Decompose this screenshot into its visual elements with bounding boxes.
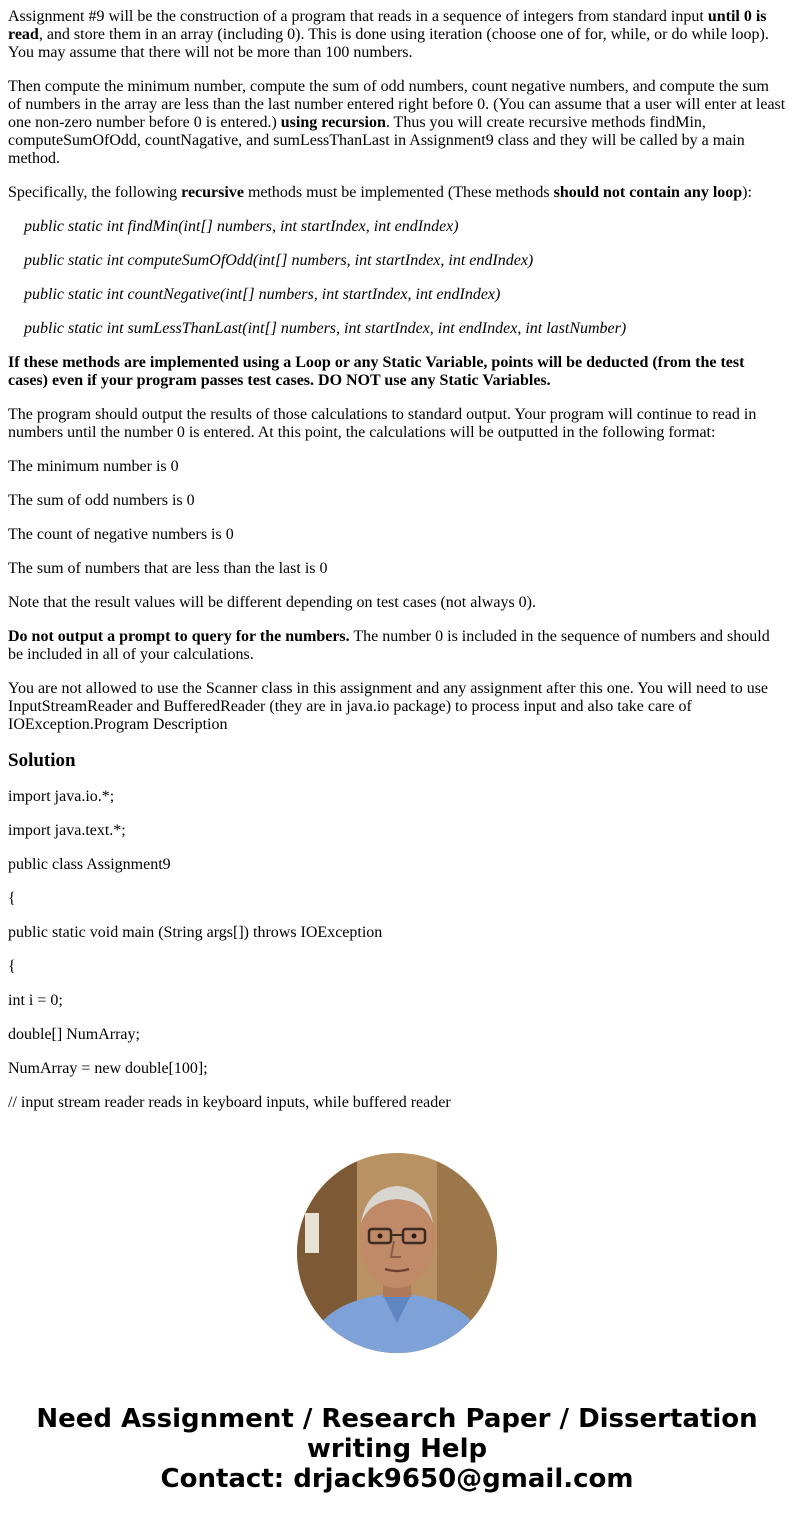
author-avatar (297, 1153, 497, 1353)
code-line: import java.text.*; (8, 822, 126, 839)
code-line: // input stream reader reads in keyboard inputs, while buffered reader (8, 1094, 451, 1111)
prompt-text: The number 0 is included in the sequence of numbers and should be included in all of your calculations. (8, 628, 770, 663)
intro-text: ): (742, 184, 752, 201)
output-line: The minimum number is 0 (8, 458, 179, 475)
note-paragraph: Note that the result values will be different depending on test cases (not always 0). (8, 594, 536, 611)
code-line: public static void main (String args[]) throws IOException (8, 924, 383, 941)
output-line: The sum of numbers that are less than the last is 0 (8, 560, 328, 577)
scanner-paragraph: You are not allowed to use the Scanner class in this assignment and any assignment after this one. You will need to use InputStreamReader and BufferedReader (they are in java.io package) to process input and also take care of IOException.Program Description (8, 680, 769, 733)
output-line: The sum of odd numbers is 0 (8, 492, 195, 509)
code-line: int i = 0; (8, 992, 63, 1009)
document-body (8, 8, 786, 1128)
output-line: The count of negative numbers is 0 (8, 526, 234, 543)
intro-text: , and store them in an array (including 0). This is done using iteration (choose one of for, while, or do while loop). You may assume that there will not be more than 100 numbers. (8, 26, 769, 61)
prompt-paragraph (8, 628, 786, 664)
emphasis-text: using recursion (280, 114, 386, 131)
promo-line: Need Assignment / Research Paper / Dissertation (36, 1404, 758, 1434)
intro-text: Then compute the minimum number, compute the sum of odd numbers, count negative numbers, and compute the sum of numbers in the array are less than the last number entered right before 0. (You can assume that a user will enter at least one non-zero number before 0 is entered.) (8, 78, 786, 131)
emphasis-text: Do not output a prompt to query for the numbers. (8, 628, 350, 645)
output-description: The program should output the results of those calculations to standard output. Your program will continue to read in numbers until the number 0 is entered. At this point, the calculations will be outputted in the following format: (8, 406, 757, 441)
intro-paragraph-1 (8, 8, 786, 62)
emphasis-text: recursive (181, 184, 244, 201)
method-signature: public static int computeSumOfOdd(int[] numbers, int startIndex, int endIndex) (24, 252, 534, 269)
avatar-portrait (297, 1153, 497, 1353)
intro-text: Specifically, the following (8, 184, 182, 201)
intro-text: methods must be implemented (These methods (243, 184, 554, 201)
intro-paragraph-2 (8, 78, 786, 168)
code-line: NumArray = new double[100]; (8, 1060, 208, 1077)
intro-text: Assignment #9 will be the construction of a program that reads in a sequence of integers from standard input (8, 8, 708, 25)
method-signature: public static int sumLessThanLast(int[] numbers, int startIndex, int endIndex, int lastNumber) (24, 320, 627, 337)
warning-paragraph (8, 354, 786, 390)
code-line: double[] NumArray; (8, 1026, 140, 1043)
code-line: import java.io.*; (8, 788, 115, 805)
emphasis-text: should not contain any loop (553, 184, 743, 201)
code-line: { (8, 890, 16, 907)
emphasis-text: until 0 is read (8, 8, 767, 43)
warning-text: If these methods are implemented using a Loop or any Static Variable, points will be deducted (from the test cases) even if your program passes test cases. DO NOT use any Static Variables. (8, 354, 745, 389)
solution-heading: Solution (8, 750, 76, 771)
promo-banner (0, 1404, 794, 1494)
code-line: public class Assignment9 (8, 856, 171, 873)
code-line: { (8, 958, 16, 975)
intro-paragraph-3 (8, 184, 786, 202)
intro-text: . Thus you will create recursive methods findMin, computeSumOfOdd, countNagative, and sumLessThanLast in Assignment9 class and they will be called by a main method. (8, 114, 745, 167)
method-signature: public static int findMin(int[] numbers, int startIndex, int endIndex) (24, 218, 459, 235)
promo-line: writing Help (306, 1434, 488, 1464)
promo-contact: Contact: drjack9650@gmail.com (160, 1464, 634, 1494)
method-signature: public static int countNegative(int[] numbers, int startIndex, int endIndex) (24, 286, 501, 303)
